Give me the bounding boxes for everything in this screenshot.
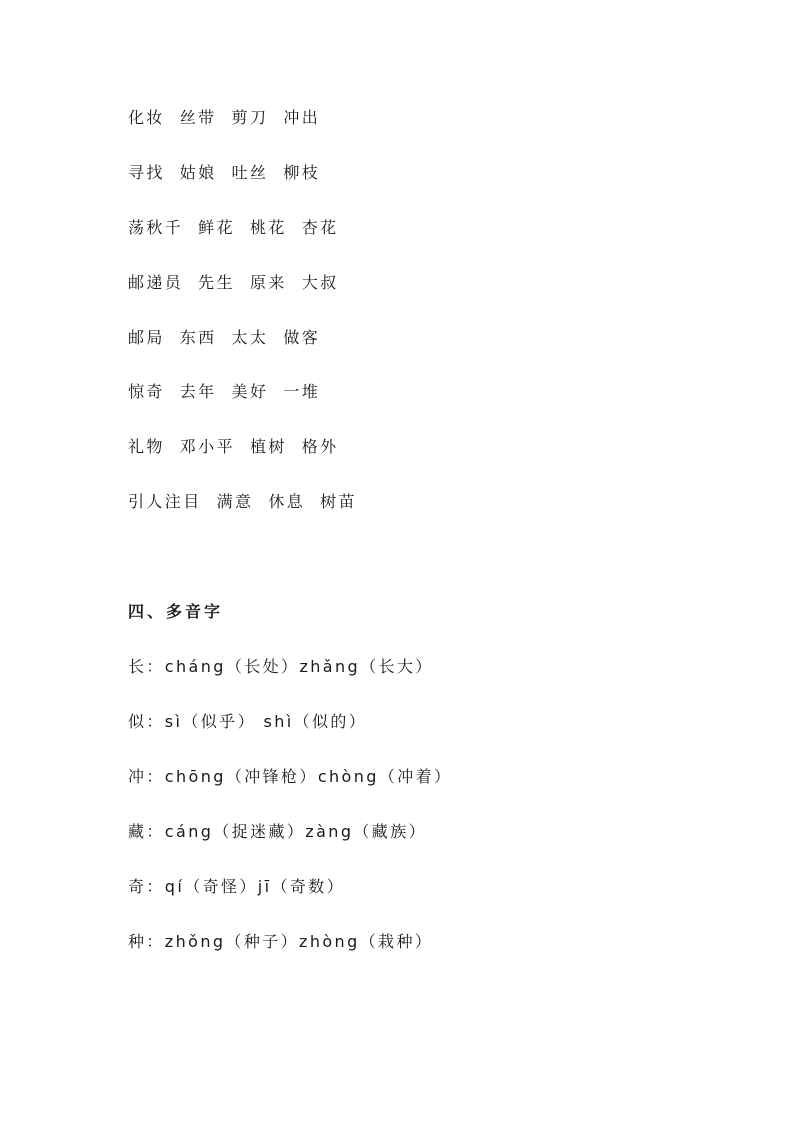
word-line-1: 化妆 丝带 剪刀 冲出 bbox=[128, 108, 321, 127]
word-line-6: 惊奇 去年 美好 一堆 bbox=[128, 382, 321, 401]
word-line-8: 引人注目 满意 休息 树苗 bbox=[128, 492, 357, 511]
word-line-3: 荡秋千 鲜花 桃花 杏花 bbox=[128, 218, 339, 237]
polyphone-line-5: 奇：qí（奇怪）jī（奇数） bbox=[128, 877, 346, 896]
polyphone-line-4: 藏：cáng（捉迷藏）zàng（藏族） bbox=[128, 822, 427, 841]
word-line-7: 礼物 邓小平 植树 格外 bbox=[128, 437, 339, 456]
section-heading: 四、多音字 bbox=[128, 602, 224, 621]
word-line-4: 邮递员 先生 原来 大叔 bbox=[128, 273, 339, 292]
polyphone-line-6: 种：zhǒng（种子）zhòng（栽种） bbox=[128, 932, 434, 951]
word-line-2: 寻找 姑娘 吐丝 柳枝 bbox=[128, 163, 321, 182]
polyphone-line-3: 冲：chōng（冲锋枪）chòng（冲着） bbox=[128, 767, 453, 786]
word-line-5: 邮局 东西 太太 做客 bbox=[128, 328, 321, 347]
polyphone-line-2: 似：sì（似乎） shì（似的） bbox=[128, 712, 368, 731]
polyphone-line-1: 长：cháng（长处）zhǎng（长大） bbox=[128, 657, 434, 676]
